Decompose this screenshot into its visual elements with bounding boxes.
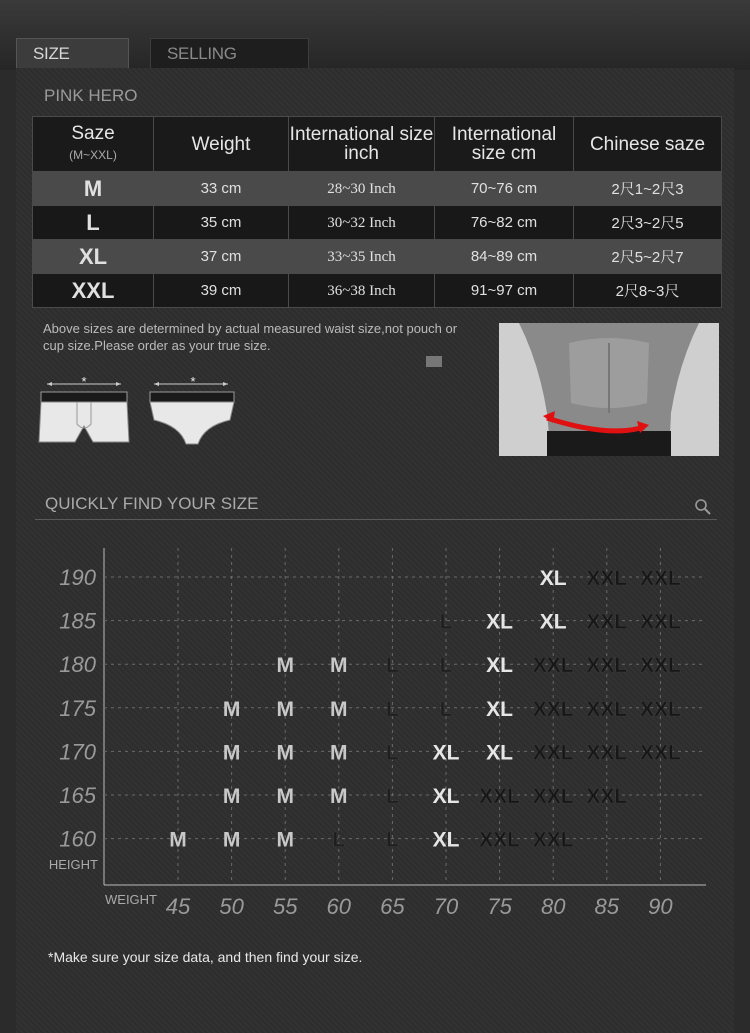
y-tick-label: 185 — [59, 608, 96, 634]
size-cell-label: XXL — [586, 567, 628, 590]
quick-find-title: QUICKLY FIND YOUR SIZE — [45, 494, 259, 513]
x-axis-label: WEIGHT — [105, 892, 157, 907]
size-cell-label: L — [332, 828, 346, 852]
cell-inch — [289, 172, 435, 206]
size-cell-label: XXL — [532, 654, 574, 678]
size-cell-label: M — [276, 741, 294, 765]
x-tick-label: 55 — [272, 894, 298, 919]
cell-cm: 70~76 cm — [435, 172, 574, 206]
x-tick-label: 50 — [219, 894, 244, 919]
header-size-label: Saze — [71, 122, 115, 144]
search-icon[interactable] — [694, 498, 712, 516]
header-intl-cm: International size cm — [435, 117, 574, 172]
x-tick-label: 85 — [594, 894, 620, 919]
table-row — [33, 206, 722, 240]
tab-size-chart[interactable]: SIZE — [16, 38, 129, 68]
stamp-icon — [426, 356, 442, 367]
y-tick-label: 180 — [59, 652, 96, 678]
y-tick-label: 175 — [59, 695, 96, 721]
x-tick-label: 60 — [326, 894, 352, 919]
cell-inch-value: 30~32 Inch — [327, 214, 396, 231]
header-weight: Weight — [154, 117, 289, 172]
size-table — [32, 116, 722, 308]
size-cell-label: M — [222, 741, 241, 765]
cell-cm: 91~97 cm — [435, 274, 574, 308]
size-cell-label: L — [385, 697, 399, 721]
size-cell-label: XXL — [639, 610, 681, 634]
cell-inch-value: 28~30 Inch — [327, 180, 396, 197]
x-tick-label: 70 — [433, 894, 459, 919]
cell-size: XL — [33, 240, 154, 274]
x-tick-label: 75 — [487, 894, 512, 919]
y-axis-label: HEIGHT — [48, 857, 98, 872]
x-tick-label: 80 — [540, 894, 566, 919]
size-cell-label: XXL — [479, 828, 521, 852]
size-cell-label: L — [385, 741, 399, 765]
divider — [35, 519, 717, 520]
size-cell-label: XXL — [639, 567, 681, 590]
size-cell-label: M — [169, 828, 187, 852]
svg-text:*: * — [190, 376, 196, 389]
cell-size: M — [33, 172, 154, 206]
size-cell-label: XXL — [639, 654, 681, 678]
size-cell-label: XXL — [586, 697, 628, 721]
size-cell-label: M — [276, 785, 294, 808]
table-row — [33, 240, 722, 274]
tab-selling-points[interactable]: SELLING — [150, 38, 309, 68]
size-cell-label: XL — [539, 610, 567, 634]
size-cell-label: XL — [486, 610, 514, 634]
size-cell-label: XXL — [586, 785, 628, 808]
size-cell-label: L — [385, 785, 399, 808]
size-cell-label: M — [276, 697, 294, 721]
y-tick-label: 190 — [59, 565, 96, 590]
size-cell-label: L — [439, 654, 453, 678]
size-cell-label: M — [276, 654, 294, 678]
cell-chinese: 2尺5~2尺7 — [574, 240, 722, 274]
cell-weight: 35 cm — [154, 206, 289, 240]
size-cell-label: M — [222, 828, 241, 852]
size-cell-label: M — [330, 697, 348, 721]
x-tick-label: 90 — [648, 894, 673, 919]
size-cell-label: XXL — [532, 697, 574, 721]
cell-weight: 33 cm — [154, 172, 289, 206]
size-cell-label: XXL — [586, 741, 628, 765]
header-intl-inch: International size inch — [289, 117, 435, 172]
cell-weight: 37 cm — [154, 240, 289, 274]
size-cell-label: XXL — [586, 610, 628, 634]
size-cell-label: M — [330, 741, 348, 765]
size-cell-label: M — [276, 828, 294, 852]
brief-image — [144, 376, 238, 446]
size-cell-label: XXL — [479, 785, 521, 808]
cell-size: XXL — [33, 274, 154, 308]
x-tick-label: 45 — [165, 894, 191, 919]
size-cell-label: XL — [432, 741, 460, 765]
y-tick-label: 165 — [59, 783, 96, 808]
size-cell-label: XL — [432, 828, 460, 852]
size-cell-label: L — [439, 610, 453, 634]
cell-inch — [289, 206, 435, 240]
size-cell-label: M — [330, 785, 348, 808]
boxer-brief-image — [37, 376, 131, 446]
size-cell-label: XL — [486, 654, 514, 678]
cell-inch — [289, 240, 435, 274]
x-tick-label: 65 — [380, 894, 405, 919]
cell-cm: 76~82 cm — [435, 206, 574, 240]
cell-inch-value: 36~38 Inch — [327, 282, 396, 299]
size-cell-label: XXL — [532, 785, 574, 808]
cell-chinese: 2尺8~3尺 — [574, 274, 722, 308]
cell-inch-value: 33~35 Inch — [327, 248, 396, 265]
size-cell-label: XL — [486, 697, 514, 721]
svg-text:*: * — [81, 376, 87, 389]
size-cell-label: XL — [539, 567, 567, 590]
header-size — [33, 117, 154, 172]
header-chinese-size: Chinese saze — [574, 117, 722, 172]
cell-chinese: 2尺3~2尺5 — [574, 206, 722, 240]
brand-name: PINK HERO — [44, 86, 138, 105]
size-cell-label: XL — [486, 741, 514, 765]
cell-cm: 84~89 cm — [435, 240, 574, 274]
table-row — [33, 274, 722, 308]
cell-chinese: 2尺1~2尺3 — [574, 172, 722, 206]
size-cell-label: XXL — [639, 697, 681, 721]
header-size-range: (M~XXL) — [69, 147, 117, 162]
size-cell-label: XXL — [586, 654, 628, 678]
table-row — [33, 172, 722, 206]
cell-size: L — [33, 206, 154, 240]
size-cell-label: L — [385, 654, 399, 678]
y-tick-label: 170 — [59, 739, 96, 765]
cell-weight: 39 cm — [154, 274, 289, 308]
footnote: *Make sure your size data, and then find your size. — [48, 949, 363, 965]
size-cell-label: XXL — [639, 741, 681, 765]
size-cell-label: M — [222, 785, 241, 808]
size-cell-label: M — [330, 654, 348, 678]
size-table-header — [33, 117, 722, 172]
cell-inch — [289, 274, 435, 308]
size-cell-label: XXL — [532, 828, 574, 852]
y-tick-label: 160 — [59, 826, 96, 852]
size-finder-svg — [0, 540, 750, 940]
waist-measure-photo — [499, 323, 719, 456]
size-cell-label: L — [439, 697, 453, 721]
size-cell-label: M — [222, 697, 241, 721]
size-cell-label: XL — [432, 785, 460, 808]
sizing-note: Above sizes are determined by actual measured waist size,not pouch or cup size.Please order as your true size. — [43, 321, 458, 353]
size-cell-label: XXL — [532, 741, 574, 765]
size-cell-label: L — [385, 828, 399, 852]
size-finder-chart — [0, 540, 750, 940]
